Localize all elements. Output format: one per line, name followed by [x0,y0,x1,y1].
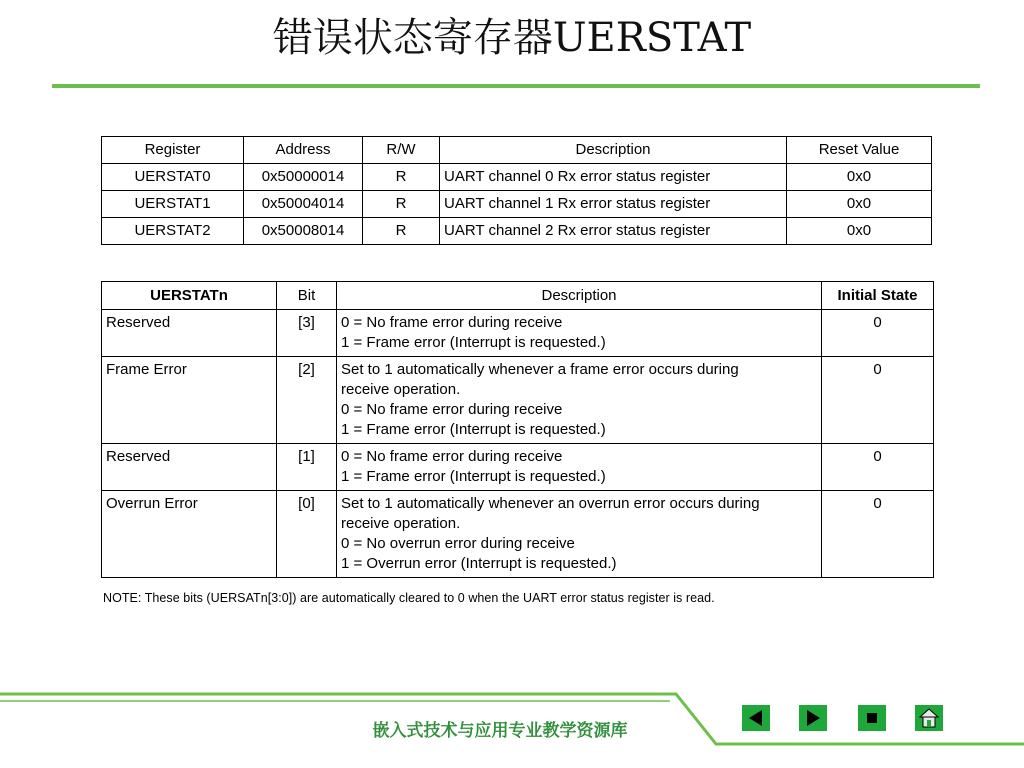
register-name: UERSTAT2 [102,218,244,245]
register-description: UART channel 1 Rx error status register [440,191,787,218]
desc-line: 0 = No frame error during receive [341,314,563,331]
register-reset: 0x0 [787,164,932,191]
table-row [102,191,932,218]
desc-line: 1 = Overrun error (Interrupt is requested.) [341,555,617,572]
header-address: Address [244,137,363,164]
table-row [102,444,934,491]
bit-table-header [102,282,934,310]
field-name: Frame Error [102,357,277,444]
register-rw: R [363,191,440,218]
desc-line: Set to 1 automatically whenever an overrun error occurs during [341,495,760,512]
previous-slide-button[interactable] [742,705,770,731]
desc-line: receive operation. [341,381,461,398]
end-show-button[interactable] [858,705,886,731]
field-name: Overrun Error [102,491,277,578]
desc-line: 0 = No overrun error during receive [341,535,575,552]
desc-line: 0 = No frame error during receive [341,401,563,418]
bit-field-table [101,281,934,578]
table-note: NOTE: These bits (UERSATn[3:0]) are automatically cleared to 0 when the UART error status register is read. [103,591,715,605]
slide-title: 错误状态寄存器UERSTAT [272,15,752,61]
header-bit: Bit [277,282,337,310]
footer-caption: 嵌入式技术与应用专业教学资源库 [372,721,628,741]
header-initial-state: Initial State [822,282,934,310]
table-row [102,218,932,245]
table-row [102,310,934,357]
register-address: 0x50008014 [244,218,363,245]
header-register: Register [102,137,244,164]
desc-line: 1 = Frame error (Interrupt is requested.) [341,334,606,351]
field-bit: [1] [277,444,337,491]
register-reset: 0x0 [787,218,932,245]
field-bit: [0] [277,491,337,578]
field-name: Reserved [102,444,277,491]
table-row [102,164,932,191]
header-bit-description: Description [337,282,822,310]
header-description: Description [440,137,787,164]
register-rw: R [363,164,440,191]
field-initial: 0 [822,357,934,444]
arrow-right-icon [799,705,827,731]
register-address: 0x50000014 [244,164,363,191]
header-rw: R/W [363,137,440,164]
desc-line: 1 = Frame error (Interrupt is requested.) [341,468,606,485]
field-description [337,444,822,491]
stop-icon [858,705,886,731]
field-description [337,357,822,444]
desc-line: receive operation. [341,515,461,532]
field-initial: 0 [822,444,934,491]
field-initial: 0 [822,491,934,578]
table-row [102,491,934,578]
desc-line: 1 = Frame error (Interrupt is requested.) [341,421,606,438]
home-icon [915,705,943,731]
desc-line: Set to 1 automatically whenever a frame error occurs during [341,361,739,378]
field-name: Reserved [102,310,277,357]
header-reset-value: Reset Value [787,137,932,164]
field-description [337,310,822,357]
field-bit: [3] [277,310,337,357]
register-reset: 0x0 [787,191,932,218]
next-slide-button[interactable] [799,705,827,731]
field-initial: 0 [822,310,934,357]
register-table-header [102,137,932,164]
title-divider [52,84,980,88]
register-address: 0x50004014 [244,191,363,218]
table-row [102,357,934,444]
field-bit: [2] [277,357,337,444]
register-name: UERSTAT1 [102,191,244,218]
register-table [101,136,932,245]
register-rw: R [363,218,440,245]
register-description: UART channel 2 Rx error status register [440,218,787,245]
field-description [337,491,822,578]
arrow-left-icon [742,705,770,731]
register-name: UERSTAT0 [102,164,244,191]
header-uerstatn: UERSTATn [102,282,277,310]
desc-line: 0 = No frame error during receive [341,448,563,465]
register-description: UART channel 0 Rx error status register [440,164,787,191]
home-button[interactable] [915,705,943,731]
